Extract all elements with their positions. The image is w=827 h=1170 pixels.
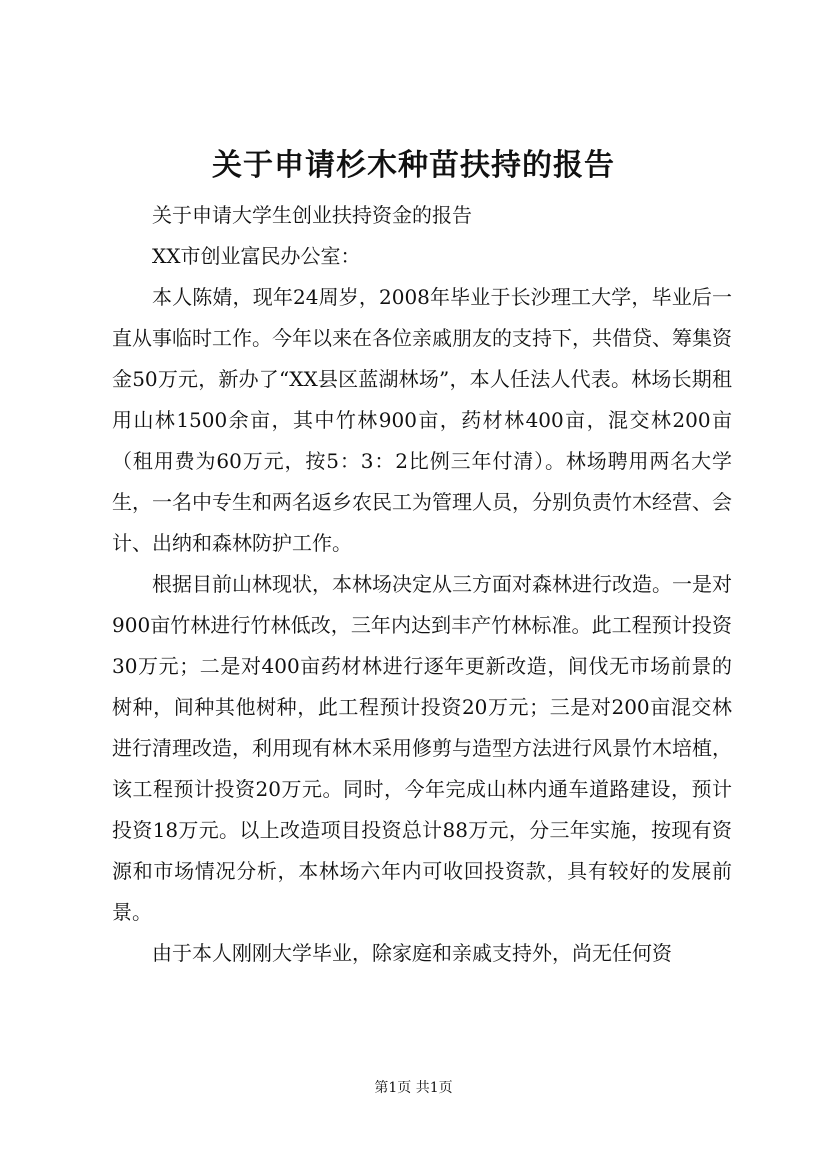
- plan-paragraph: 根据目前山林现状，本林场决定从三方面对森林进行改造。一是对900亩竹林进行竹林低改，三年内达到丰产竹林标准。此工程预计投资30万元；二是对400亩药材林进行逐年更新改造，间伐无市场前景的树种，间种其他树种，此工程预计投资20万元；三是对200亩混交林进行清理改造，利用现有林木采用修剪与造型方法进行风景竹木培植，该工程预计投资20万元。同时，今年完成山林内通车道路建设，预计投资18万元。以上改造项目投资总计88万元，分三年实施，按现有资源和市场情况分析，本林场六年内可收回投资款，具有较好的发展前景。: [112, 572, 732, 924]
- subtitle-paragraph: 关于申请大学生创业扶持资金的报告: [152, 203, 472, 227]
- request-paragraph: 由于本人刚刚大学毕业，除家庭和亲戚支持外，尚无任何资: [152, 941, 672, 965]
- recipient-paragraph: XX市创业富民办公室：: [152, 244, 361, 268]
- document-body: [112, 195, 732, 974]
- intro-paragraph: 本人陈婧，现年24周岁，2008年毕业于长沙理工大学，毕业后一直从事临时工作。今年以来在各位亲戚朋友的支持下，共借贷、筹集资金50万元，新办了“XX县区蓝湖林场”，本人任法人代表。林场长期租用山林1500余亩，其中竹林900亩，药材林400亩，混交林200亩（租用费为60万元，按5：3：2比例三年付清）。林场聘用两名大学生，一名中专生和两名返乡农民工为管理人员，分别负责竹木经营、会计、出纳和森林防护工作。: [112, 285, 732, 555]
- page-footer: 第1页 共1页: [374, 1080, 453, 1096]
- document-title: 关于申请杉木种苗扶持的报告: [212, 148, 615, 183]
